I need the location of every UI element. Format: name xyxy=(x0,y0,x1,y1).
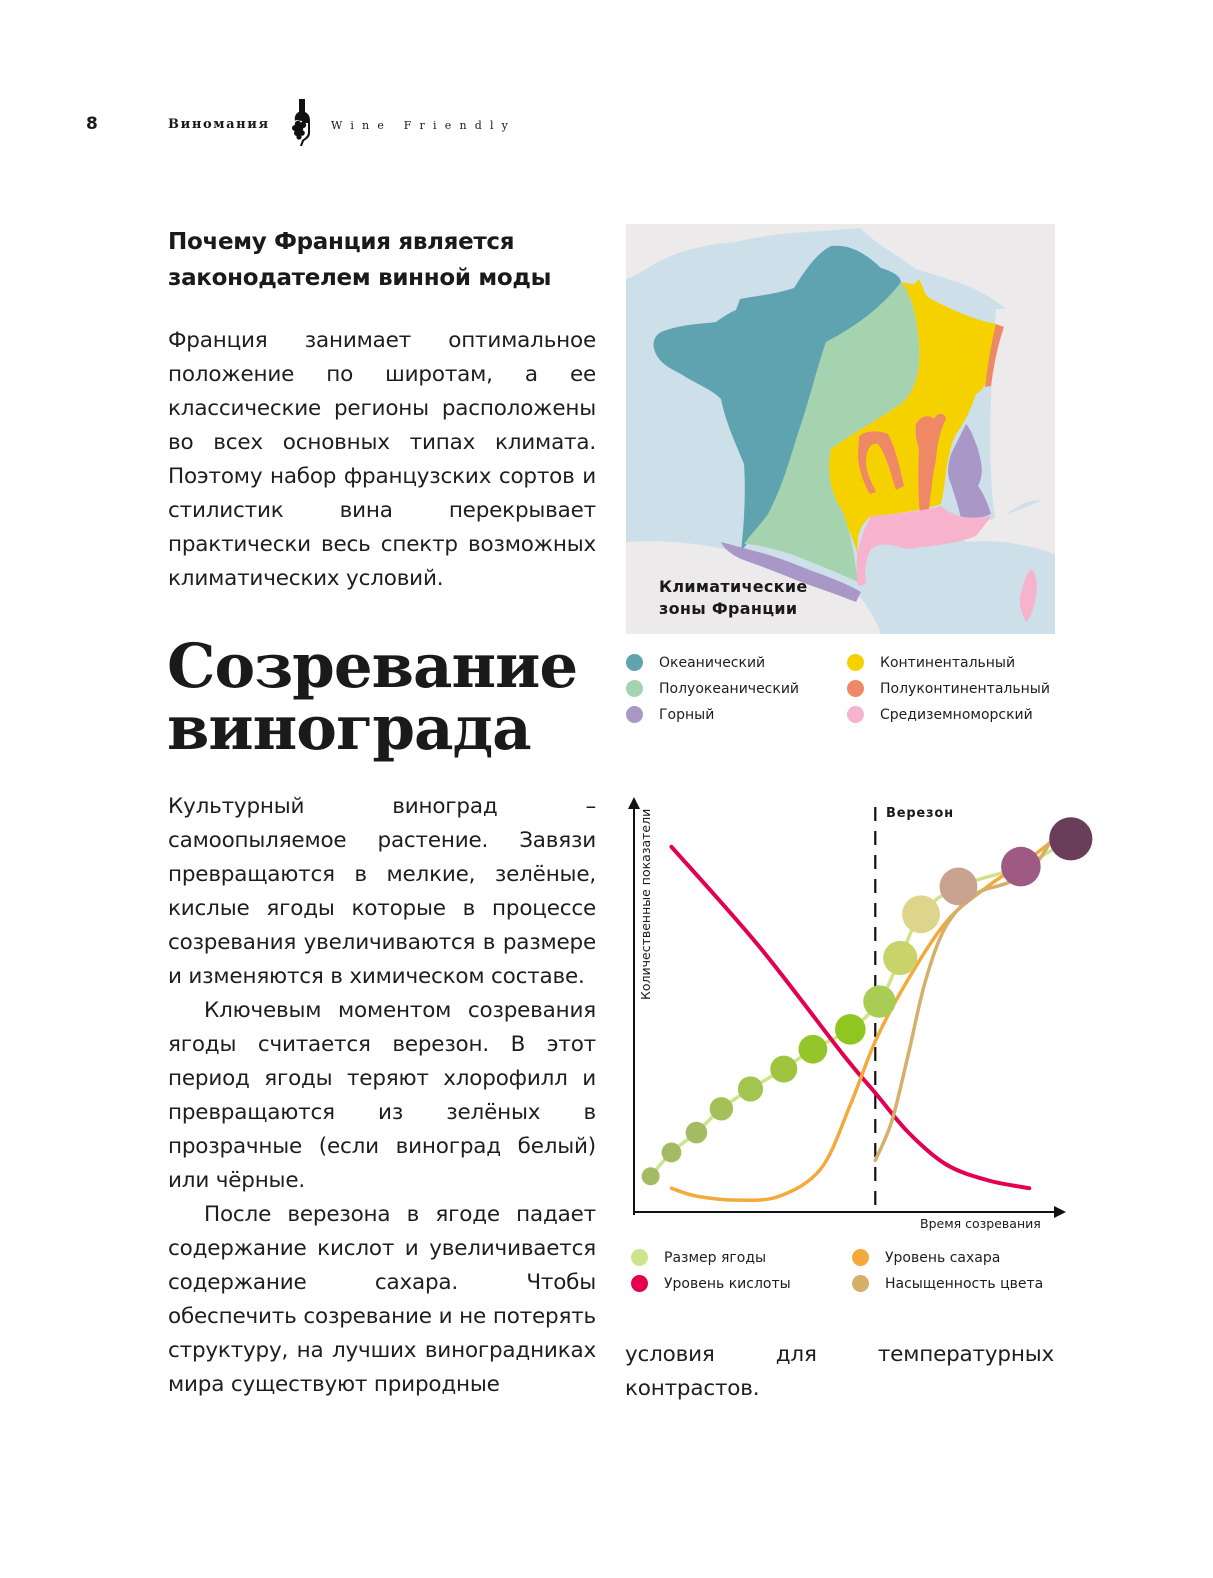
berry-marker xyxy=(835,1014,866,1045)
wine-bottle-grapes-icon xyxy=(289,99,315,149)
chart-legend xyxy=(631,1249,1071,1299)
chart-legend-dot-sugar xyxy=(852,1249,869,1266)
legend-dot-mediterranean xyxy=(847,706,864,723)
y-axis-label xyxy=(638,800,658,1000)
ripening-paragraph-3-continued-text: условия для температурных контрастов. xyxy=(625,1342,1054,1401)
legend-label-mediterranean: Средиземноморский xyxy=(880,706,1033,723)
series-line-berry-size xyxy=(651,839,1071,1176)
section-heading-france: Почему Франция является законодателем винной моды xyxy=(168,229,552,291)
legend-dot-oceanic xyxy=(626,654,643,671)
legend-label-mountain: Горный xyxy=(659,706,715,723)
berry-marker xyxy=(798,1035,827,1064)
berry-marker xyxy=(662,1143,682,1163)
chart-legend-label-color: Насыщенность цвета xyxy=(885,1275,1044,1292)
zone-mountain-alps xyxy=(948,424,991,519)
legend-item-mediterranean xyxy=(847,706,1033,723)
map-caption-line1: Климатические xyxy=(659,577,808,596)
berry-marker xyxy=(710,1097,733,1120)
ripening-chart-svg xyxy=(620,795,1080,1240)
legend-label-continental: Континентальный xyxy=(880,654,1016,671)
berry-marker xyxy=(1001,847,1041,887)
ripening-chart xyxy=(620,795,1080,1240)
legend-label-semi-continental: Полуконтинентальный xyxy=(880,680,1050,697)
chapter-title-line2: винограда xyxy=(167,693,531,764)
legend-item-continental xyxy=(847,654,1015,671)
east-landmass xyxy=(990,309,1055,524)
chart-legend-label-berry-size: Размер ягоды xyxy=(664,1249,767,1266)
map-caption-line2: зоны Франции xyxy=(659,599,798,618)
legend-item-oceanic xyxy=(626,654,765,671)
paragraph-france-text: Франция занимает оптимальное положение по широтам, а ее классические регионы расположены во всех основных типах климата. Поэтому набор французских сортов и стилистик вина перекрывает практически весь спектр возможных климатических условий. xyxy=(168,328,596,591)
map-caption xyxy=(659,576,808,620)
chapter-title xyxy=(167,631,607,764)
chart-legend-label-acidity: Уровень кислоты xyxy=(664,1275,791,1292)
france-map-graphic xyxy=(626,224,1055,634)
veraison-annotation: Верезон xyxy=(886,806,954,821)
chart-legend-item-sugar xyxy=(852,1249,1000,1266)
running-head-subtitle: Wine Friendly xyxy=(331,119,517,132)
legend-dot-semi-continental xyxy=(847,680,864,697)
zone-mediterranean xyxy=(857,506,991,586)
map-legend xyxy=(626,654,1066,734)
page-number: 8 xyxy=(86,114,98,134)
berry-marker xyxy=(940,868,978,906)
ripening-paragraph-3: После верезона в ягоде падает содержание кислот и увеличивается содержание сахара. Чтобы обеспечить созревание и не потерять структуру, на лучших виноградниках мира существуют природные xyxy=(168,1202,596,1397)
berry-marker xyxy=(883,941,917,975)
legend-item-semi-oceanic xyxy=(626,680,799,697)
legend-item-semi-continental xyxy=(847,680,1050,697)
y-axis-label-text: Количественные показатели xyxy=(638,808,653,1000)
chart-series-layer xyxy=(642,817,1093,1200)
ripening-text xyxy=(168,790,596,1402)
chapter-title-line1: Созревание xyxy=(167,631,578,702)
chart-legend-dot-berry-size xyxy=(631,1249,648,1266)
chart-legend-item-color xyxy=(852,1275,1043,1292)
berry-marker xyxy=(642,1167,660,1185)
zone-mediterranean-corsica xyxy=(1020,569,1037,622)
legend-dot-mountain xyxy=(626,706,643,723)
legend-dot-continental xyxy=(847,654,864,671)
ripening-paragraph-2: Ключевым моментом созревания ягоды считается верезон. В этот период ягоды теряют хлорофилл и превращаются из зелёных в прозрачные (если виноград белый) или чёрные. xyxy=(168,998,596,1193)
legend-label-oceanic: Океанический xyxy=(659,654,766,671)
ripening-paragraph-3-continued xyxy=(625,1338,1054,1406)
legend-label-semi-oceanic: Полуокеанический xyxy=(659,680,800,697)
berry-marker xyxy=(902,895,940,933)
paragraph-france xyxy=(168,324,596,596)
ripening-paragraph-1: Культурный виноград – самоопыляемое растение. Завязи превращаются в мелкие, зелёные, кислые ягоды которые в процессе созревания увеличиваются в размере и изменяются в химическом составе. xyxy=(168,794,596,989)
chart-legend-item-berry-size xyxy=(631,1249,766,1266)
climate-map xyxy=(626,224,1055,634)
berry-marker xyxy=(770,1056,797,1083)
chart-legend-label-sugar: Уровень сахара xyxy=(885,1249,1001,1266)
berry-marker xyxy=(1049,817,1092,860)
chart-legend-item-acidity xyxy=(631,1275,791,1292)
legend-dot-semi-oceanic xyxy=(626,680,643,697)
berry-marker xyxy=(686,1122,708,1144)
running-head-title: Виномания xyxy=(168,117,270,132)
chart-legend-dot-color xyxy=(852,1275,869,1292)
berry-marker xyxy=(738,1076,763,1101)
legend-item-mountain xyxy=(626,706,714,723)
x-axis-label: Время созревания xyxy=(920,1216,1041,1231)
chart-legend-dot-acidity xyxy=(631,1275,648,1292)
berry-marker xyxy=(863,985,895,1017)
